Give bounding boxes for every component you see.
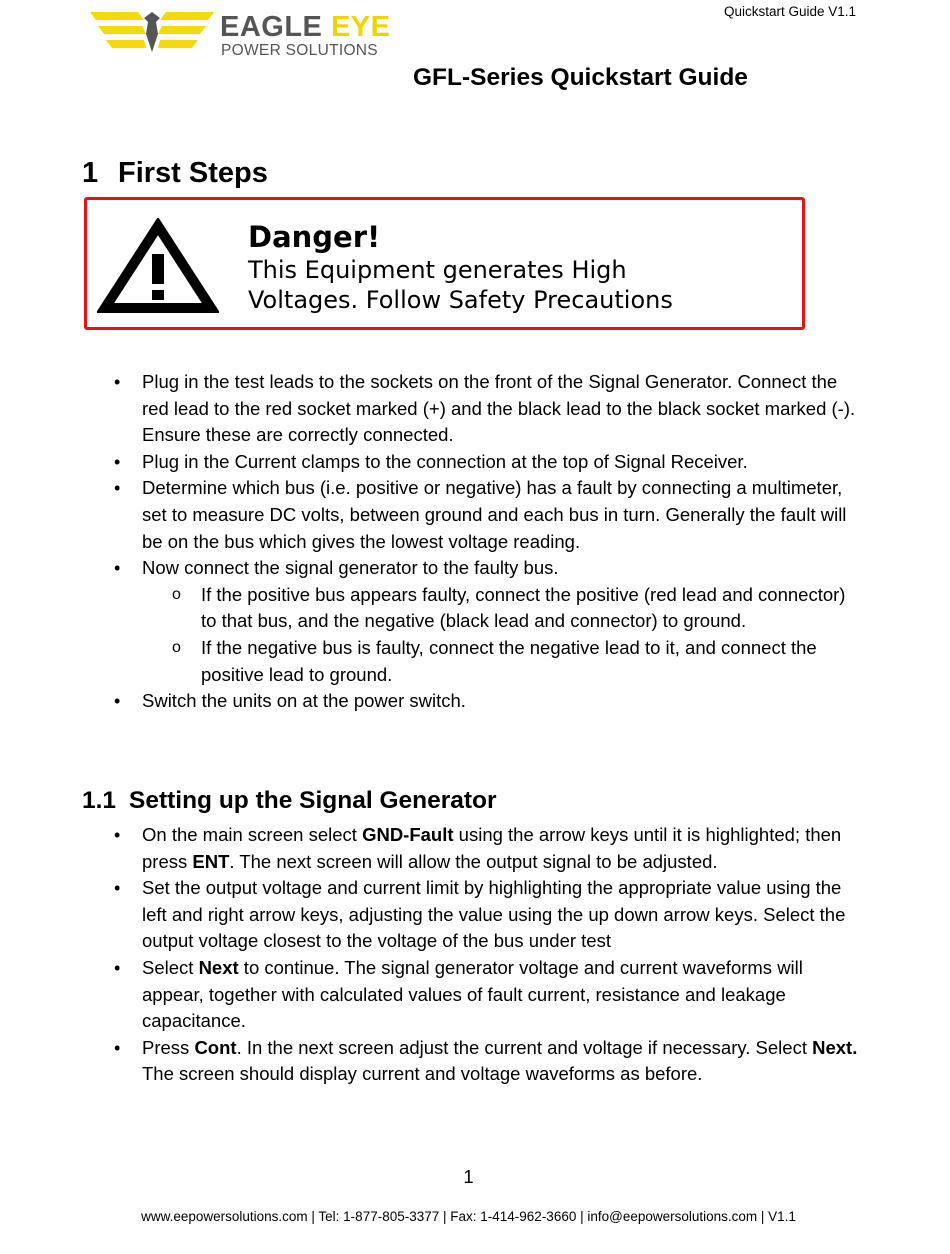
header-reference: Quickstart Guide V1.1 [723,4,856,19]
sub-list-item: o If the positive bus appears faulty, connect the positive (red lead and connector) to that bus, and the negative (black lead and connector) to ground. [142,582,864,635]
company-logo [90,8,400,60]
list-item: • Now connect the signal generator to the faulty bus. o If the positive bus appears faulty, connect the positive (red lead and connector) to that bus, and the negative (black lead and connector) to ground. o If the negative bus is faulty, connect the negative lead to it, and connect the positive lead to ground. [84,555,864,688]
list-item: • Switch the units on at the power switch. [84,688,864,715]
list-item: • Determine which bus (i.e. positive or negative) has a fault by connecting a multimeter, set to measure DC volts, between ground and each bus in turn. Generally the fault will be on the bus which gives the lowest voltage reading. [84,475,864,555]
footer-contact: www.eepowersolutions.com | Tel: 1-877-805-3377 | Fax: 1-414-962-3660 | info@eepowersolutions.com | V1.1 [141,1209,796,1224]
eagle-wings-icon [90,8,220,60]
key-cont: Cont [194,1036,237,1058]
section-heading-1-1: 1.1 Setting up the Signal Generator [82,787,497,814]
logo-wordmark: EAGLE EYE [220,11,391,43]
key-next: Next. [812,1036,858,1058]
list-item: • Plug in the Current clamps to the connection at the top of Signal Receiver. [84,449,864,476]
danger-text-line: Voltages. Follow Safety Precautions [248,286,673,314]
section-heading-1: 1 First Steps [82,157,268,189]
list-item: • Set the output voltage and current limit by highlighting the appropriate value using the left and right arrow keys, adjusting the value using the up down arrow keys. Select the output voltage closest to the voltage of the bus under test [84,875,864,955]
warning-triangle-icon [97,218,219,316]
list-item: • Plug in the test leads to the sockets on the front of the Signal Generator. Connect the red lead to the red socket marked (+) and the black lead to the black socket marked (-). Ensure these are correctly connected. [84,369,864,449]
page-number: 1 [463,1166,474,1187]
list-item: • Select Next to continue. The signal generator voltage and current waveforms will appear, together with calculated values of fault current, resistance and leakage capacitance. [84,955,864,1035]
danger-title: Danger! [248,220,381,254]
list-item: • On the main screen select GND-Fault using the arrow keys until it is highlighted; then press ENT. The next screen will allow the output signal to be adjusted. [84,822,864,875]
list-item: • Press Cont. In the next screen adjust the current and voltage if necessary. Select Next. The screen should display current and voltage waveforms as before. [84,1035,864,1088]
key-next: Next [198,956,239,978]
sub-list-item: o If the negative bus is faulty, connect the negative lead to it, and connect the positive lead to ground. [142,635,864,688]
danger-warning-box [84,197,805,330]
key-gnd-fault: GND-Fault [362,824,454,845]
sub-list [142,582,864,688]
key-ent: ENT [192,850,230,872]
document-title: GFL-Series Quickstart Guide [413,64,748,91]
danger-text-line: This Equipment generates High [248,256,627,284]
first-steps-list [84,369,864,715]
signal-generator-list [84,822,864,1088]
logo-subtitle: POWER SOLUTIONS [221,42,378,59]
